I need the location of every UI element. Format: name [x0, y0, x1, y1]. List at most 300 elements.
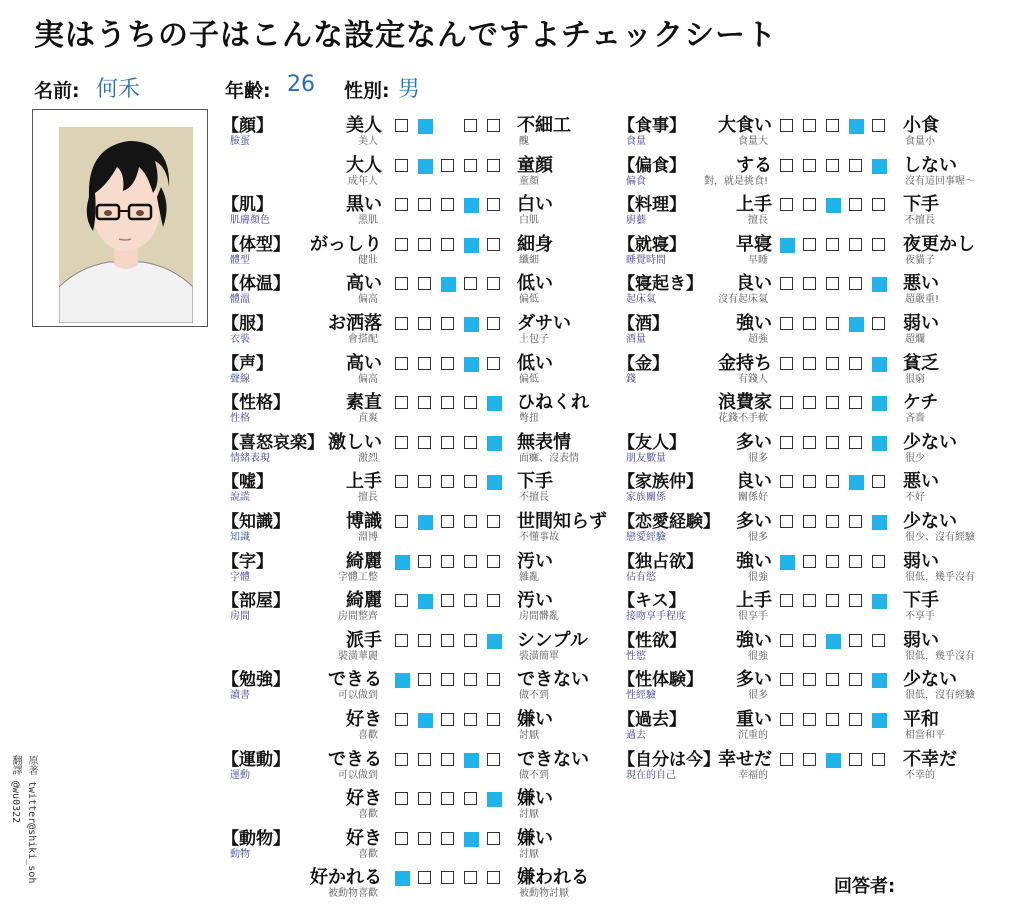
left-trait-sublabel: 房間整齊: [338, 611, 378, 623]
rating-box-3[interactable]: [441, 594, 454, 607]
right-trait: 少ない: [903, 431, 957, 453]
category-sublabel: 朋友數量: [626, 452, 666, 464]
rating-box-1[interactable]: [780, 753, 793, 766]
rating-box-1[interactable]: [780, 396, 793, 409]
left-trait-sublabel: 成年人: [348, 175, 378, 187]
left-trait-sublabel: 字體工整: [338, 571, 378, 583]
right-trait-sublabel: 裝潢簡單: [519, 650, 559, 662]
rating-box-3[interactable]: [441, 673, 454, 686]
rating-box-3[interactable]: [826, 475, 839, 488]
category-sublabel: 佔有慾: [626, 571, 656, 583]
rating-box-5[interactable]: [872, 277, 887, 292]
right-trait-sublabel: 做不到: [519, 690, 549, 702]
left-trait-sublabel: 健壯: [358, 254, 378, 266]
left-trait: 博識: [346, 511, 382, 532]
rating-box-5[interactable]: [872, 159, 887, 174]
respondent-label: 回答者:: [834, 876, 896, 897]
rating-box-5[interactable]: [872, 555, 885, 568]
left-trait: 好き: [346, 709, 382, 730]
rating-box-5[interactable]: [487, 753, 500, 766]
category-label: 【家族仲】: [618, 472, 703, 493]
rating-box-2[interactable]: [803, 436, 816, 449]
right-trait: ケチ: [903, 392, 939, 414]
rating-box-4[interactable]: [464, 198, 479, 213]
rating-box-4[interactable]: [464, 871, 477, 884]
right-trait: ダサい: [517, 313, 571, 334]
left-trait-sublabel: 超強: [748, 334, 768, 345]
rating-box-5[interactable]: [872, 673, 887, 688]
right-trait: 少ない: [903, 669, 957, 691]
right-trait-sublabel: 討厭: [519, 809, 539, 821]
rating-box-4[interactable]: [464, 634, 477, 647]
rating-box-1[interactable]: [780, 713, 793, 726]
category-sublabel: 房間: [230, 611, 250, 623]
category-label: 【金】: [618, 353, 669, 374]
right-trait-sublabel: 很窮: [905, 373, 925, 385]
category-label: 【性格】: [222, 393, 290, 414]
left-trait-sublabel: 喜歡: [358, 848, 378, 860]
category-label: 【就寝】: [618, 234, 686, 255]
rating-box-2[interactable]: [418, 357, 431, 370]
rating-box-4[interactable]: [464, 515, 477, 528]
right-trait: 低い: [517, 352, 553, 374]
rating-box-3[interactable]: [441, 634, 454, 647]
rating-box-2[interactable]: [418, 277, 431, 290]
rating-box-3[interactable]: [441, 198, 454, 211]
right-trait: 嫌い: [517, 709, 553, 730]
left-trait: 浪費家: [718, 392, 772, 414]
rating-box-4[interactable]: [464, 436, 477, 449]
left-trait-sublabel: 有錢人: [738, 373, 768, 385]
rating-box-4[interactable]: [849, 436, 862, 449]
left-trait: 強い: [736, 550, 772, 572]
left-trait-sublabel: 很多: [748, 690, 768, 702]
rating-box-1[interactable]: [395, 832, 408, 845]
rating-box-4[interactable]: [464, 753, 479, 768]
rating-box-5[interactable]: [487, 634, 502, 649]
right-trait-sublabel: 食量小: [905, 136, 935, 147]
character-portrait-frame: [32, 109, 208, 327]
rating-box-4[interactable]: [849, 357, 862, 370]
category-sublabel: 體型: [230, 254, 250, 266]
rating-box-4[interactable]: [849, 475, 864, 490]
rating-box-2[interactable]: [803, 357, 816, 370]
rating-box-2[interactable]: [803, 475, 816, 488]
rating-box-5[interactable]: [487, 396, 502, 411]
rating-box-2[interactable]: [803, 238, 816, 251]
rating-box-4[interactable]: [464, 119, 477, 132]
left-trait-sublabel: 很多: [748, 532, 768, 543]
left-trait-sublabel: 被動物喜歡: [328, 888, 378, 900]
right-trait-sublabel: 土包子: [519, 334, 549, 345]
rating-box-2[interactable]: [418, 673, 431, 686]
rating-box-2[interactable]: [418, 555, 431, 568]
right-trait: 汚い: [517, 550, 553, 572]
rating-box-4[interactable]: [464, 475, 477, 488]
rating-box-5[interactable]: [487, 436, 502, 451]
rating-box-5[interactable]: [872, 753, 885, 766]
rating-box-5[interactable]: [487, 555, 500, 568]
left-trait: 高い: [346, 273, 382, 295]
rating-box-3[interactable]: [441, 119, 454, 132]
rating-box-5[interactable]: [872, 198, 885, 211]
rating-box-1[interactable]: [395, 119, 408, 132]
category-sublabel: 聲線: [230, 373, 250, 385]
right-trait-sublabel: 不擅長: [905, 215, 935, 227]
left-trait: 黒い: [346, 194, 382, 216]
rating-box-5[interactable]: [487, 515, 500, 528]
left-trait-sublabel: 關係好: [738, 492, 768, 504]
rating-box-2[interactable]: [803, 198, 816, 211]
rating-box-4[interactable]: [464, 832, 479, 847]
rating-box-2[interactable]: [418, 475, 431, 488]
left-trait: 早寝: [736, 233, 772, 255]
rating-box-5[interactable]: [487, 317, 500, 330]
right-trait: 小食: [903, 115, 939, 136]
rating-box-3[interactable]: [826, 159, 839, 172]
left-trait-sublabel: 激烈: [358, 452, 378, 464]
right-trait-sublabel: 偏低: [519, 373, 539, 385]
right-trait: 下手: [903, 590, 939, 612]
left-trait: できる: [328, 748, 382, 770]
right-trait: 無表情: [517, 431, 571, 453]
rating-box-3[interactable]: [441, 555, 454, 568]
rating-box-1[interactable]: [780, 238, 795, 253]
rating-box-1[interactable]: [395, 475, 408, 488]
rating-box-5[interactable]: [487, 792, 502, 807]
left-trait: 素直: [346, 392, 382, 414]
rating-box-5[interactable]: [872, 119, 885, 132]
rating-box-2[interactable]: [418, 832, 431, 845]
category-label: 【顔】: [222, 116, 273, 136]
page-title: 実はうちの子はこんな設定なんですよチェックシート: [34, 18, 778, 53]
rating-box-2[interactable]: [803, 753, 816, 766]
right-trait: しない: [903, 154, 957, 176]
rating-box-5[interactable]: [487, 713, 500, 726]
right-trait-sublabel: 不擅長: [519, 492, 549, 504]
rating-box-3[interactable]: [441, 753, 454, 766]
right-trait: 世間知らず: [517, 511, 607, 532]
rating-box-2[interactable]: [418, 871, 431, 884]
category-label: 【運動】: [222, 749, 290, 770]
rating-box-4[interactable]: [849, 673, 862, 686]
rating-box-3[interactable]: [441, 871, 454, 884]
category-label: 【過去】: [618, 710, 686, 730]
rating-box-5[interactable]: [872, 317, 885, 330]
rating-box-1[interactable]: [395, 634, 408, 647]
rating-box-5[interactable]: [487, 594, 500, 607]
right-trait-sublabel: 不好: [905, 492, 925, 504]
left-trait: 上手: [736, 194, 772, 216]
right-trait-sublabel: 很低，幾乎沒有: [905, 571, 975, 583]
rating-box-4[interactable]: [464, 792, 477, 805]
rating-box-3[interactable]: [826, 634, 841, 649]
rating-box-2[interactable]: [418, 436, 431, 449]
category-label: 【キス】: [618, 591, 686, 612]
right-trait: 少ない: [903, 511, 957, 532]
rating-box-2[interactable]: [418, 198, 431, 211]
right-trait-sublabel: 討厭: [519, 848, 539, 860]
left-trait-sublabel: 沉重的: [738, 730, 768, 741]
rating-box-3[interactable]: [441, 832, 454, 845]
category-sublabel: 性慾: [626, 650, 646, 662]
rating-box-4[interactable]: [464, 673, 477, 686]
rating-box-2[interactable]: [418, 594, 433, 609]
category-label: 【知識】: [222, 512, 290, 532]
rating-box-5[interactable]: [487, 238, 500, 251]
rating-box-5[interactable]: [487, 198, 500, 211]
category-label: 【体型】: [222, 234, 290, 255]
right-trait-sublabel: 童顏: [519, 175, 539, 187]
rating-box-4[interactable]: [849, 594, 862, 607]
rating-box-5[interactable]: [487, 871, 500, 884]
rating-box-2[interactable]: [418, 634, 431, 647]
rating-box-1[interactable]: [395, 713, 408, 726]
rating-box-1[interactable]: [780, 634, 793, 647]
right-trait: 細身: [517, 233, 553, 255]
rating-box-1[interactable]: [780, 159, 793, 172]
rating-box-4[interactable]: [464, 594, 477, 607]
left-trait-sublabel: 喜歡: [358, 730, 378, 741]
rating-box-5[interactable]: [872, 436, 887, 451]
category-sublabel: 知識: [230, 532, 250, 543]
right-trait-sublabel: 面癱、沒表情: [519, 452, 579, 464]
rating-box-3[interactable]: [826, 594, 839, 607]
rating-box-4[interactable]: [464, 713, 477, 726]
rating-box-3[interactable]: [826, 753, 841, 768]
name-label: 名前:: [34, 80, 80, 102]
category-sublabel: 臉蛋: [230, 136, 250, 147]
rating-box-1[interactable]: [780, 198, 793, 211]
right-trait-sublabel: 很少: [905, 452, 925, 464]
rating-box-3[interactable]: [441, 475, 454, 488]
rating-box-3[interactable]: [826, 357, 839, 370]
rating-box-3[interactable]: [826, 673, 839, 686]
rating-box-5[interactable]: [872, 238, 885, 251]
rating-box-1[interactable]: [395, 594, 408, 607]
rating-box-4[interactable]: [849, 555, 862, 568]
rating-box-5[interactable]: [487, 159, 500, 172]
rating-box-4[interactable]: [464, 396, 477, 409]
rating-box-5[interactable]: [487, 832, 500, 845]
right-trait: 嫌い: [517, 827, 553, 849]
right-trait: 低い: [517, 273, 553, 295]
rating-box-4[interactable]: [849, 238, 862, 251]
rating-box-2[interactable]: [418, 119, 433, 134]
rating-box-3[interactable]: [826, 277, 839, 290]
rating-box-1[interactable]: [395, 238, 408, 251]
rating-box-2[interactable]: [803, 119, 816, 132]
rating-box-1[interactable]: [395, 436, 408, 449]
rating-box-2[interactable]: [418, 396, 431, 409]
rating-box-2[interactable]: [418, 753, 431, 766]
right-trait: 白い: [517, 194, 553, 216]
rating-box-5[interactable]: [487, 475, 502, 490]
left-trait-sublabel: 食量大: [738, 136, 768, 147]
rating-box-3[interactable]: [441, 238, 454, 251]
rating-box-3[interactable]: [826, 436, 839, 449]
rating-box-1[interactable]: [395, 317, 408, 330]
rating-box-1[interactable]: [780, 673, 793, 686]
category-sublabel: 食量: [626, 136, 646, 147]
rating-box-1[interactable]: [780, 277, 793, 290]
rating-box-1[interactable]: [395, 357, 408, 370]
category-label: 【体温】: [222, 274, 290, 295]
category-sublabel: 酒量: [626, 334, 646, 345]
rating-box-1[interactable]: [395, 555, 410, 570]
category-label: 【酒】: [618, 314, 669, 334]
rating-box-5[interactable]: [872, 713, 887, 728]
rating-box-5[interactable]: [487, 673, 500, 686]
category-label: 【嘘】: [222, 472, 273, 493]
rating-box-3[interactable]: [441, 396, 454, 409]
rating-box-2[interactable]: [803, 713, 816, 726]
rating-box-4[interactable]: [464, 357, 479, 372]
rating-box-4[interactable]: [849, 515, 862, 528]
rating-box-4[interactable]: [464, 317, 479, 332]
rating-box-2[interactable]: [803, 515, 816, 528]
left-trait-sublabel: 花錢不手軟: [718, 413, 768, 425]
rating-box-1[interactable]: [395, 753, 408, 766]
left-trait-sublabel: 對，就是挑食!: [703, 175, 768, 187]
rating-box-1[interactable]: [780, 317, 793, 330]
rating-box-4[interactable]: [849, 713, 862, 726]
left-trait-sublabel: 擅長: [358, 492, 378, 504]
right-trait-sublabel: 相當和平: [905, 730, 945, 741]
rating-box-1[interactable]: [780, 357, 793, 370]
category-label: 【自分は今】: [618, 749, 720, 770]
right-trait-sublabel: 超嚴重!: [905, 294, 940, 306]
rating-box-1[interactable]: [780, 436, 793, 449]
rating-box-1[interactable]: [395, 673, 410, 688]
rating-box-5[interactable]: [872, 594, 887, 609]
category-sublabel: 起床氣: [626, 294, 656, 306]
rating-box-4[interactable]: [849, 159, 862, 172]
rating-box-4[interactable]: [849, 198, 862, 211]
rating-box-1[interactable]: [780, 555, 795, 570]
rating-box-2[interactable]: [803, 317, 816, 330]
rating-box-3[interactable]: [441, 159, 454, 172]
category-sublabel: 廚藝: [626, 215, 646, 227]
rating-box-3[interactable]: [826, 317, 839, 330]
left-trait: お洒落: [328, 313, 382, 334]
right-trait: 貧乏: [903, 352, 939, 374]
rating-box-1[interactable]: [780, 515, 793, 528]
rating-box-5[interactable]: [487, 119, 500, 132]
rating-box-2[interactable]: [418, 713, 433, 728]
category-label: 【食事】: [618, 116, 686, 136]
rating-box-5[interactable]: [872, 634, 885, 647]
left-trait: 綺麗: [346, 550, 382, 572]
rating-box-3[interactable]: [441, 713, 454, 726]
rating-box-5[interactable]: [872, 396, 887, 411]
right-trait-sublabel: 彆扭: [519, 413, 539, 425]
rating-box-1[interactable]: [395, 871, 410, 886]
rating-box-5[interactable]: [872, 475, 885, 488]
left-trait: 好き: [346, 827, 382, 849]
category-label: 【恋愛経験】: [618, 512, 720, 532]
rating-box-2[interactable]: [418, 238, 431, 251]
rating-box-2[interactable]: [418, 792, 431, 805]
rating-box-1[interactable]: [395, 515, 408, 528]
right-trait: 悪い: [903, 273, 939, 295]
rating-box-2[interactable]: [803, 396, 816, 409]
rating-box-4[interactable]: [849, 277, 862, 290]
rating-box-4[interactable]: [849, 317, 864, 332]
rating-box-1[interactable]: [395, 792, 408, 805]
rating-box-4[interactable]: [464, 277, 477, 290]
left-trait: 幸せだ: [718, 748, 772, 770]
rating-box-1[interactable]: [395, 396, 408, 409]
rating-box-3[interactable]: [826, 555, 839, 568]
rating-box-3[interactable]: [826, 515, 839, 528]
rating-box-2[interactable]: [803, 555, 816, 568]
rating-box-1[interactable]: [395, 198, 408, 211]
rating-box-2[interactable]: [803, 594, 816, 607]
category-sublabel: 說謊: [230, 492, 250, 504]
rating-box-4[interactable]: [464, 238, 479, 253]
rating-box-3[interactable]: [441, 792, 454, 805]
rating-box-4[interactable]: [464, 159, 477, 172]
rating-box-1[interactable]: [395, 277, 408, 290]
rating-box-4[interactable]: [849, 119, 864, 134]
rating-box-2[interactable]: [803, 277, 816, 290]
rating-box-3[interactable]: [826, 198, 841, 213]
rating-box-5[interactable]: [872, 515, 887, 530]
right-trait-sublabel: 不懂事故: [519, 532, 559, 543]
category-label: 【性欲】: [618, 630, 686, 651]
rating-box-4[interactable]: [849, 396, 862, 409]
rating-box-4[interactable]: [849, 634, 862, 647]
rating-box-1[interactable]: [780, 594, 793, 607]
rating-box-1[interactable]: [395, 159, 408, 172]
rating-box-3[interactable]: [826, 713, 839, 726]
left-trait: 派手: [346, 629, 382, 651]
age-label: 年齢:: [225, 80, 271, 102]
right-trait-sublabel: 吝嗇: [905, 413, 925, 425]
rating-box-3[interactable]: [441, 515, 454, 528]
rating-box-3[interactable]: [826, 238, 839, 251]
rating-box-2[interactable]: [418, 515, 433, 530]
rating-box-3[interactable]: [441, 436, 454, 449]
rating-box-1[interactable]: [780, 119, 793, 132]
rating-box-4[interactable]: [464, 555, 477, 568]
rating-box-3[interactable]: [441, 317, 454, 330]
rating-box-4[interactable]: [849, 753, 862, 766]
rating-box-2[interactable]: [803, 159, 816, 172]
rating-box-5[interactable]: [872, 357, 887, 372]
left-trait: がっしり: [310, 233, 382, 255]
rating-box-2[interactable]: [418, 317, 431, 330]
rating-box-1[interactable]: [780, 475, 793, 488]
rating-box-3[interactable]: [441, 277, 456, 292]
category-sublabel: 偏食: [626, 175, 646, 187]
rating-box-2[interactable]: [803, 634, 816, 647]
left-trait-sublabel: 沒有起床氣: [718, 294, 768, 306]
category-sublabel: 錢: [626, 373, 636, 385]
right-trait: 童顔: [517, 154, 553, 176]
rating-box-5[interactable]: [487, 277, 500, 290]
rating-box-5[interactable]: [487, 357, 500, 370]
category-label: 【動物】: [222, 828, 290, 849]
rating-box-3[interactable]: [826, 396, 839, 409]
left-trait-sublabel: 淵博: [358, 532, 378, 543]
rating-box-3[interactable]: [441, 357, 454, 370]
rating-box-3[interactable]: [826, 119, 839, 132]
rating-box-2[interactable]: [803, 673, 816, 686]
right-trait: 嫌われる: [517, 867, 589, 889]
rating-box-2[interactable]: [418, 159, 433, 174]
